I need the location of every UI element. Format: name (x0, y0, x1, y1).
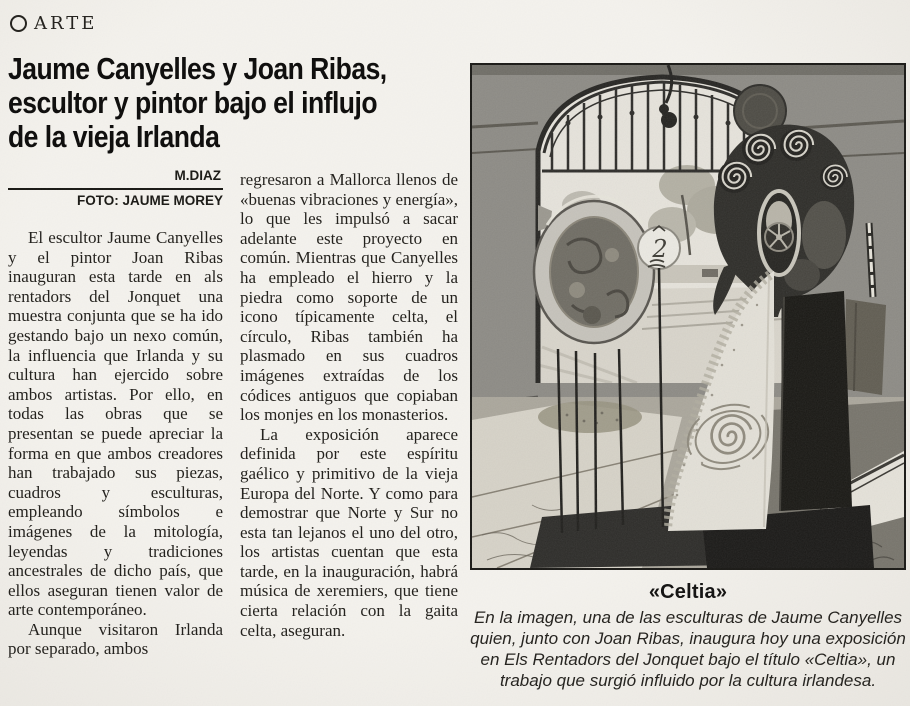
section-label: ARTE (34, 13, 98, 34)
sign-glyph: 2 (652, 235, 668, 263)
sculpture-photo (470, 63, 906, 570)
byline-author: M.DIAZ (174, 168, 221, 183)
photo-grain (472, 65, 904, 568)
headline-line-2: escultor y pintor bajo el influjo (8, 86, 378, 120)
caption-text: En la imagen, una de las esculturas de Jaume Canyelles quien, junto con Joan Ribas, inaugura hoy una exposición en Els Rentadors del Jonquet bajo el título «Celtia», un trabajo que surgió influido por la cultura irlandesa. (470, 608, 906, 690)
paragraph: La exposición aparece definida por este espíritu gaélico y primitivo de la vieja Europa del Norte. Y como para demostrar que Norte y Sur no esta tan lejanos el uno del otro, los artistas cuentan que esta tarde, en la inauguración, habrá música de xeremiers, que tiene cierta relación con la gaita celta, aseguran. (240, 424, 458, 640)
paragraph: El escultor Jaume Canyelles y el pintor Joan Ribas inauguran esta tarde en als rentadors del Jonquet una muestra conjunta que se ha ido gestando bajo un nexo común, la influencia que Irlanda y su cultura han ejercido sobre ambos artistas. Por ello, en todas las obras que se presentan se puede apreciar la forma en que ambos creadores han trabajado sus piezas, cuadros y esculturas, empleando símbolos e imágenes de la mitología, leyendas y tradiciones ancestrales de dicho país, que ellos aseguran tienen valor de arte contemporáneo. (8, 228, 223, 620)
paragraph: Aunque visitaron Irlanda por separado, ambos (8, 619, 223, 659)
paragraph: regresaron a Mallorca llenos de «buenas vibraciones y energía», lo que les impulsó a sacar adelante este proyecto en común. Mientras que Canyelles ha empleado el hierro y la piedra como soporte de un icono típicamente celta, el círculo, Ribas también ha plasmado en sus cuadros imágenes extraídas de los códices antiguos que copiaban los monjes en los monasterios. (240, 170, 458, 425)
headline-line-1: Jaume Canyelles y Joan Ribas, (8, 52, 387, 86)
column-2 (240, 170, 458, 640)
headline (8, 52, 548, 154)
byline-block (8, 168, 223, 209)
column-1 (8, 168, 223, 659)
section-bullet-icon (10, 15, 27, 32)
caption-title: «Celtia» (648, 581, 728, 603)
photo-credit: FOTO: JAUME MOREY (8, 188, 223, 209)
headline-line-3: de la vieja Irlanda (8, 120, 220, 154)
article-photo (470, 63, 906, 691)
photo-caption (470, 581, 906, 691)
section-header (10, 13, 97, 34)
